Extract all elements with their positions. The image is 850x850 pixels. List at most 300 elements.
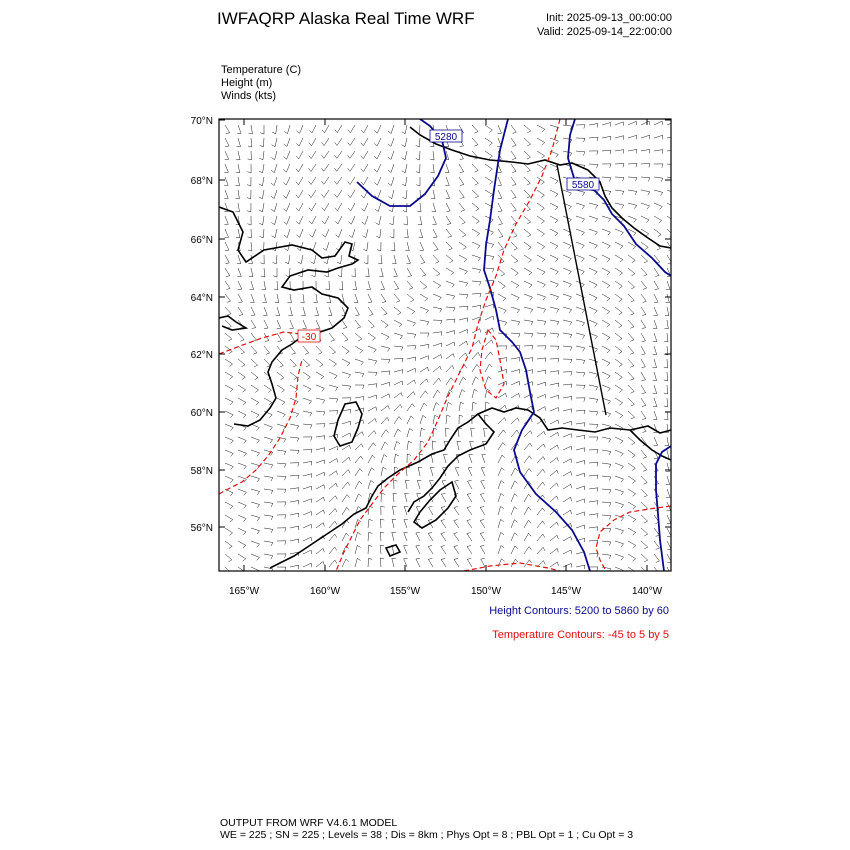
wind-barb	[368, 455, 372, 463]
wind-barb-feather	[284, 451, 286, 455]
wind-barb-feather	[463, 247, 466, 249]
wind-barb-feather	[360, 351, 363, 354]
wind-barb-feather	[454, 520, 458, 521]
wind-barb-feather	[441, 533, 445, 534]
wind-barb	[225, 242, 229, 250]
wind-barb-feather	[413, 323, 416, 326]
wind-barb-feather	[655, 289, 659, 290]
wind-barb-feather	[607, 376, 610, 379]
wind-barb-feather	[376, 384, 377, 388]
wind-barb	[641, 385, 646, 393]
wind-barb	[274, 203, 277, 212]
wind-barb-feather	[453, 296, 455, 299]
wind-barb	[576, 448, 585, 450]
wind-barb-feather	[662, 121, 663, 125]
wind-barb	[405, 480, 407, 489]
wind-barb	[550, 432, 558, 437]
wind-barb	[355, 481, 359, 489]
wind-barb-feather	[348, 208, 351, 211]
wind-barb	[329, 333, 335, 340]
wind-barb-feather	[597, 567, 598, 571]
wind-barb-feather	[543, 495, 545, 498]
wind-barb	[615, 463, 623, 466]
wind-barb	[628, 411, 635, 417]
wind-barb	[628, 359, 634, 366]
wind-barb-feather	[361, 456, 363, 459]
wind-barb-feather	[296, 208, 299, 211]
wind-barb	[311, 190, 316, 198]
wind-barb-feather	[447, 224, 451, 225]
wind-barb-feather	[255, 378, 258, 380]
wind-barb	[482, 455, 485, 463]
wind-barb	[381, 455, 384, 464]
wind-barb	[511, 216, 517, 223]
wind-barb-feather	[467, 533, 471, 534]
wind-barb	[511, 125, 516, 132]
wind-barb	[446, 319, 455, 320]
wind-barb	[480, 533, 485, 541]
wind-barb	[251, 567, 259, 571]
wind-barb-feather	[642, 393, 646, 394]
wind-barb	[563, 151, 572, 153]
wind-barb-feather	[311, 461, 312, 465]
wind-barb-feather	[647, 206, 649, 209]
wind-barb-feather	[656, 574, 660, 575]
wind-barb-feather	[607, 363, 610, 366]
wind-barb-feather	[336, 399, 338, 403]
wind-barb	[550, 395, 559, 398]
wind-barb-feather	[376, 407, 377, 411]
wind-barb-feather	[285, 249, 288, 251]
wind-barb-feather	[623, 164, 624, 168]
wind-barb-feather	[596, 387, 598, 391]
wind-barb-feather	[619, 339, 622, 341]
wind-barb-feather	[608, 401, 611, 404]
wind-barb	[589, 462, 598, 463]
wind-barb-feather	[452, 284, 455, 287]
wind-barb-feather	[296, 414, 298, 417]
wind-barb-feather	[620, 416, 623, 419]
wind-barb	[299, 203, 303, 211]
wind-barb-feather	[644, 534, 648, 536]
wind-barb	[459, 242, 466, 247]
wind-barb-feather	[654, 458, 658, 459]
wind-barb	[287, 151, 291, 159]
wind-barb-feather	[426, 310, 429, 313]
wind-barb	[324, 177, 329, 184]
wind-barb	[350, 190, 355, 198]
wind-barb-feather	[243, 545, 246, 548]
wind-barb	[472, 177, 478, 183]
wind-barb-feather	[348, 142, 351, 145]
wind-barb-feather	[270, 440, 272, 443]
wind-barb	[485, 304, 494, 307]
wind-barb-feather	[500, 249, 504, 250]
wind-barb-feather	[296, 182, 299, 185]
wind-barb	[364, 125, 368, 133]
wind-barb-feather	[519, 393, 520, 397]
wind-barb-feather	[428, 533, 432, 534]
wind-barb	[576, 320, 585, 323]
wind-barb	[378, 190, 381, 198]
wind-barb	[407, 357, 416, 359]
wind-barb	[615, 567, 623, 570]
wind-barb	[602, 359, 610, 363]
wind-barb-feather	[543, 534, 545, 537]
wind-barb-feather	[248, 237, 252, 238]
wind-barb-feather	[632, 481, 635, 483]
wind-barb	[615, 437, 623, 441]
wind-barb	[329, 307, 332, 316]
wind-barb-feather	[474, 132, 478, 134]
wind-barb	[576, 359, 585, 360]
wind-barb-feather	[335, 521, 337, 525]
wind-barb	[537, 457, 543, 464]
wind-barb-feather	[664, 419, 668, 420]
wind-barb-feather	[516, 286, 519, 289]
wind-barb-feather	[294, 378, 297, 380]
wind-barb-feather	[296, 143, 299, 146]
wind-barb-feather	[442, 480, 446, 481]
wind-barb-feather	[491, 232, 494, 235]
wind-barb-feather	[439, 378, 441, 381]
wind-barb	[641, 135, 650, 138]
wind-barb	[628, 135, 637, 138]
wind-barb-feather	[643, 470, 647, 472]
wind-barb-feather	[631, 287, 635, 289]
wind-barb-feather	[402, 358, 403, 362]
wind-barb	[550, 359, 559, 360]
wind-barb	[381, 417, 387, 424]
wind-barb-feather	[491, 352, 493, 355]
wind-barb-feather	[300, 302, 304, 303]
wind-barb-feather	[410, 428, 413, 430]
wind-barb	[381, 333, 389, 337]
wind-barb-feather	[621, 531, 623, 534]
wind-barb	[537, 508, 543, 515]
wind-barb	[485, 151, 492, 156]
wind-barb	[300, 125, 303, 133]
wind-barb-feather	[569, 259, 572, 262]
wind-barb-feather	[257, 544, 260, 547]
wind-barb-feather	[529, 456, 531, 459]
wind-barb	[628, 163, 637, 164]
wind-barb	[251, 528, 260, 531]
wind-barb-feather	[336, 471, 337, 475]
wind-barb-feather	[400, 336, 402, 339]
wind-barb	[480, 546, 485, 554]
wind-barb-feather	[423, 287, 426, 289]
wind-barb-feather	[543, 508, 545, 511]
wind-barb-feather	[544, 334, 546, 338]
wind-barb-feather	[410, 300, 414, 302]
wind-barb-feather	[236, 172, 240, 173]
wind-barb-feather	[229, 560, 232, 562]
wind-barb-feather	[284, 235, 287, 237]
wind-barb-feather	[411, 416, 414, 419]
wind-barb-feather	[475, 196, 479, 198]
wind-barb	[311, 164, 316, 172]
wind-barb	[225, 385, 233, 389]
wind-barb-feather	[505, 405, 506, 409]
wind-barb-feather	[661, 178, 663, 182]
wind-barb-feather	[436, 403, 439, 406]
wind-barb-feather	[460, 146, 464, 147]
wind-barb-feather	[519, 358, 520, 362]
wind-barb-feather	[513, 210, 517, 211]
wind-barb	[498, 418, 504, 425]
wind-barb-feather	[527, 209, 531, 211]
wind-barb	[511, 242, 517, 248]
wind-barb-feather	[271, 222, 274, 224]
wind-barb	[342, 333, 348, 340]
wind-barb	[537, 151, 545, 156]
wind-barb	[350, 151, 355, 158]
wind-barb	[563, 497, 571, 502]
wind-barb-feather	[363, 249, 367, 251]
wind-barb-feather	[283, 195, 286, 198]
wind-barb-feather	[326, 289, 330, 290]
wind-barb	[381, 430, 386, 437]
wind-barb-feather	[454, 533, 458, 534]
wind-barb-feather	[347, 363, 350, 366]
wind-barb-feather	[642, 419, 646, 420]
wind-barb	[481, 481, 485, 489]
wind-barb	[511, 381, 519, 385]
wind-barb	[364, 203, 368, 211]
wind-barb-feather	[460, 197, 464, 198]
wind-barb-feather	[569, 297, 571, 300]
wind-barb	[537, 242, 545, 247]
wind-barb	[563, 384, 572, 385]
iliamna-lake	[334, 402, 362, 446]
wind-barb	[550, 496, 557, 502]
wind-barb	[485, 281, 494, 282]
wind-barb-feather	[659, 221, 662, 224]
wind-barb	[615, 346, 622, 352]
wind-barb-feather	[357, 545, 360, 547]
wind-barb	[225, 437, 233, 441]
wind-barb-feather	[407, 454, 411, 455]
wind-barb	[290, 333, 295, 341]
wind-barb	[654, 268, 659, 275]
wind-barb-feather	[664, 393, 668, 394]
wind-barb	[498, 125, 502, 133]
wind-barb-feather	[501, 519, 504, 521]
wind-barb-feather	[545, 407, 546, 411]
wind-barb-feather	[242, 572, 245, 574]
wind-barb	[485, 389, 487, 398]
wind-barb	[225, 255, 229, 263]
wind-barb-feather	[632, 443, 635, 445]
wind-barb	[337, 177, 342, 184]
wind-barb-feather	[633, 546, 636, 549]
wind-barb	[277, 424, 286, 427]
wind-barb-feather	[557, 309, 559, 312]
wind-barb	[342, 372, 351, 375]
wind-barb	[602, 450, 611, 452]
wind-barb-feather	[648, 192, 650, 196]
wind-barb-feather	[512, 171, 516, 172]
wind-barb-feather	[388, 183, 391, 185]
svg-text:5580: 5580	[571, 180, 595, 191]
wind-barb	[524, 177, 530, 183]
wind-barb-feather	[466, 283, 468, 286]
wind-barb	[380, 532, 381, 541]
wind-barb-feather	[404, 224, 408, 225]
wind-barb	[225, 554, 232, 560]
wind-barb-feather	[268, 390, 271, 392]
wind-barb-feather	[231, 454, 234, 457]
wind-barb	[563, 459, 571, 463]
wind-barb	[563, 268, 571, 271]
wind-barb-feather	[375, 361, 377, 365]
wind-barb	[615, 281, 622, 286]
wind-barb	[524, 520, 528, 528]
wind-barb-feather	[293, 365, 297, 367]
wind-barb-feather	[231, 428, 234, 431]
wind-barb	[576, 229, 584, 232]
wind-barb-feather	[439, 297, 442, 300]
wind-barb	[446, 190, 450, 198]
wind-barb	[454, 521, 459, 528]
wind-barb	[264, 554, 273, 556]
wind-barb	[667, 281, 670, 289]
wind-barb	[303, 346, 309, 353]
wind-barb	[524, 358, 533, 359]
wind-barb-feather	[416, 558, 420, 559]
wind-barb	[287, 138, 290, 147]
wind-barb	[225, 268, 230, 276]
wind-barb	[407, 392, 413, 398]
lat-label: 64°N	[190, 293, 213, 304]
wind-barb-feather	[271, 529, 273, 533]
wind-barb	[615, 307, 622, 313]
wind-barb-feather	[369, 532, 373, 534]
wind-barb	[641, 177, 650, 178]
wind-barb	[325, 125, 330, 133]
wind-barb-feather	[655, 275, 659, 276]
wind-barb	[667, 450, 669, 459]
wind-barb-feather	[388, 144, 391, 147]
wind-barb-feather	[271, 183, 274, 185]
wind-barb-feather	[362, 444, 364, 448]
wind-barb-feather	[275, 302, 279, 303]
wind-barb	[407, 294, 414, 300]
wind-barb-feather	[658, 235, 661, 237]
wind-barb	[524, 307, 533, 309]
wind-barb-feather	[391, 250, 395, 251]
wind-barb	[641, 463, 647, 470]
wind-barb-feather	[325, 275, 329, 277]
wind-barb-feather	[633, 533, 636, 536]
wind-barb	[498, 281, 505, 286]
wind-barb-feather	[260, 145, 264, 147]
wind-barb	[381, 320, 388, 325]
wind-barb	[602, 372, 610, 376]
wind-barb-feather	[556, 297, 558, 300]
wind-barb	[602, 150, 611, 151]
wind-barb-feather	[631, 392, 635, 394]
wind-barb-feather	[502, 455, 505, 458]
wind-barb-feather	[594, 298, 597, 301]
wind-barb	[628, 307, 634, 314]
wind-barb	[511, 294, 519, 298]
wind-barb	[459, 281, 468, 283]
height-contour-caption: Height Contours: 5200 to 5860 by 60	[489, 605, 669, 617]
wind-barb	[472, 138, 478, 145]
wind-barb-feather	[597, 501, 598, 505]
wind-barb-feather	[335, 534, 337, 537]
wind-barb-feather	[597, 137, 598, 141]
wind-barb-feather	[528, 507, 531, 510]
wind-barb-feather	[597, 424, 599, 428]
wind-barb-feather	[441, 493, 445, 494]
wind-barb	[550, 138, 559, 141]
wind-barb-feather	[489, 364, 492, 367]
wind-barb	[355, 444, 362, 450]
wind-barb-feather	[389, 371, 390, 375]
wind-barb	[459, 164, 464, 172]
wind-barb-feather	[609, 178, 611, 182]
wind-barb-feather	[479, 270, 481, 273]
wind-barb	[329, 346, 336, 352]
wind-barb	[316, 472, 324, 476]
wind-barb-feather	[427, 322, 429, 326]
wind-barb-feather	[632, 274, 635, 276]
wind-barb-feather	[389, 210, 393, 212]
wind-barb-feather	[643, 457, 647, 458]
wind-barb-feather	[584, 398, 585, 402]
wind-barb	[329, 471, 336, 476]
wind-barb	[433, 229, 437, 237]
wind-barb	[467, 559, 472, 567]
wind-barb	[472, 203, 479, 209]
wind-barb	[654, 177, 663, 178]
wind-barb	[303, 294, 304, 303]
wind-barb	[511, 268, 518, 273]
wind-barb	[446, 294, 455, 296]
wind-barb-feather	[471, 428, 475, 429]
wind-barb	[654, 121, 662, 125]
wind-barb	[459, 255, 467, 259]
wind-barb	[563, 563, 571, 567]
wind-barb-feather	[337, 459, 338, 463]
wind-barb	[615, 229, 623, 233]
wind-barb	[615, 528, 624, 531]
wind-barb-feather	[359, 494, 362, 497]
wind-barb	[274, 164, 277, 173]
wind-barb-feather	[597, 165, 599, 169]
wind-barb	[576, 435, 585, 437]
wind-barb	[641, 528, 648, 534]
wind-barb	[238, 151, 240, 160]
wind-barb	[589, 137, 598, 138]
wind-barb-feather	[481, 480, 485, 481]
wind-barb-feather	[632, 572, 635, 575]
wind-barb	[563, 190, 571, 193]
wind-barb	[472, 294, 481, 295]
wind-barb-feather	[660, 207, 663, 210]
wind-barb	[537, 125, 545, 129]
wind-barb	[251, 138, 252, 147]
wind-barb	[251, 411, 259, 415]
wind-barb-feather	[388, 406, 389, 410]
wind-barb-feather	[480, 294, 481, 298]
wind-barb	[329, 521, 335, 528]
wind-barb-feather	[230, 480, 233, 483]
wind-barb-feather	[323, 562, 324, 566]
